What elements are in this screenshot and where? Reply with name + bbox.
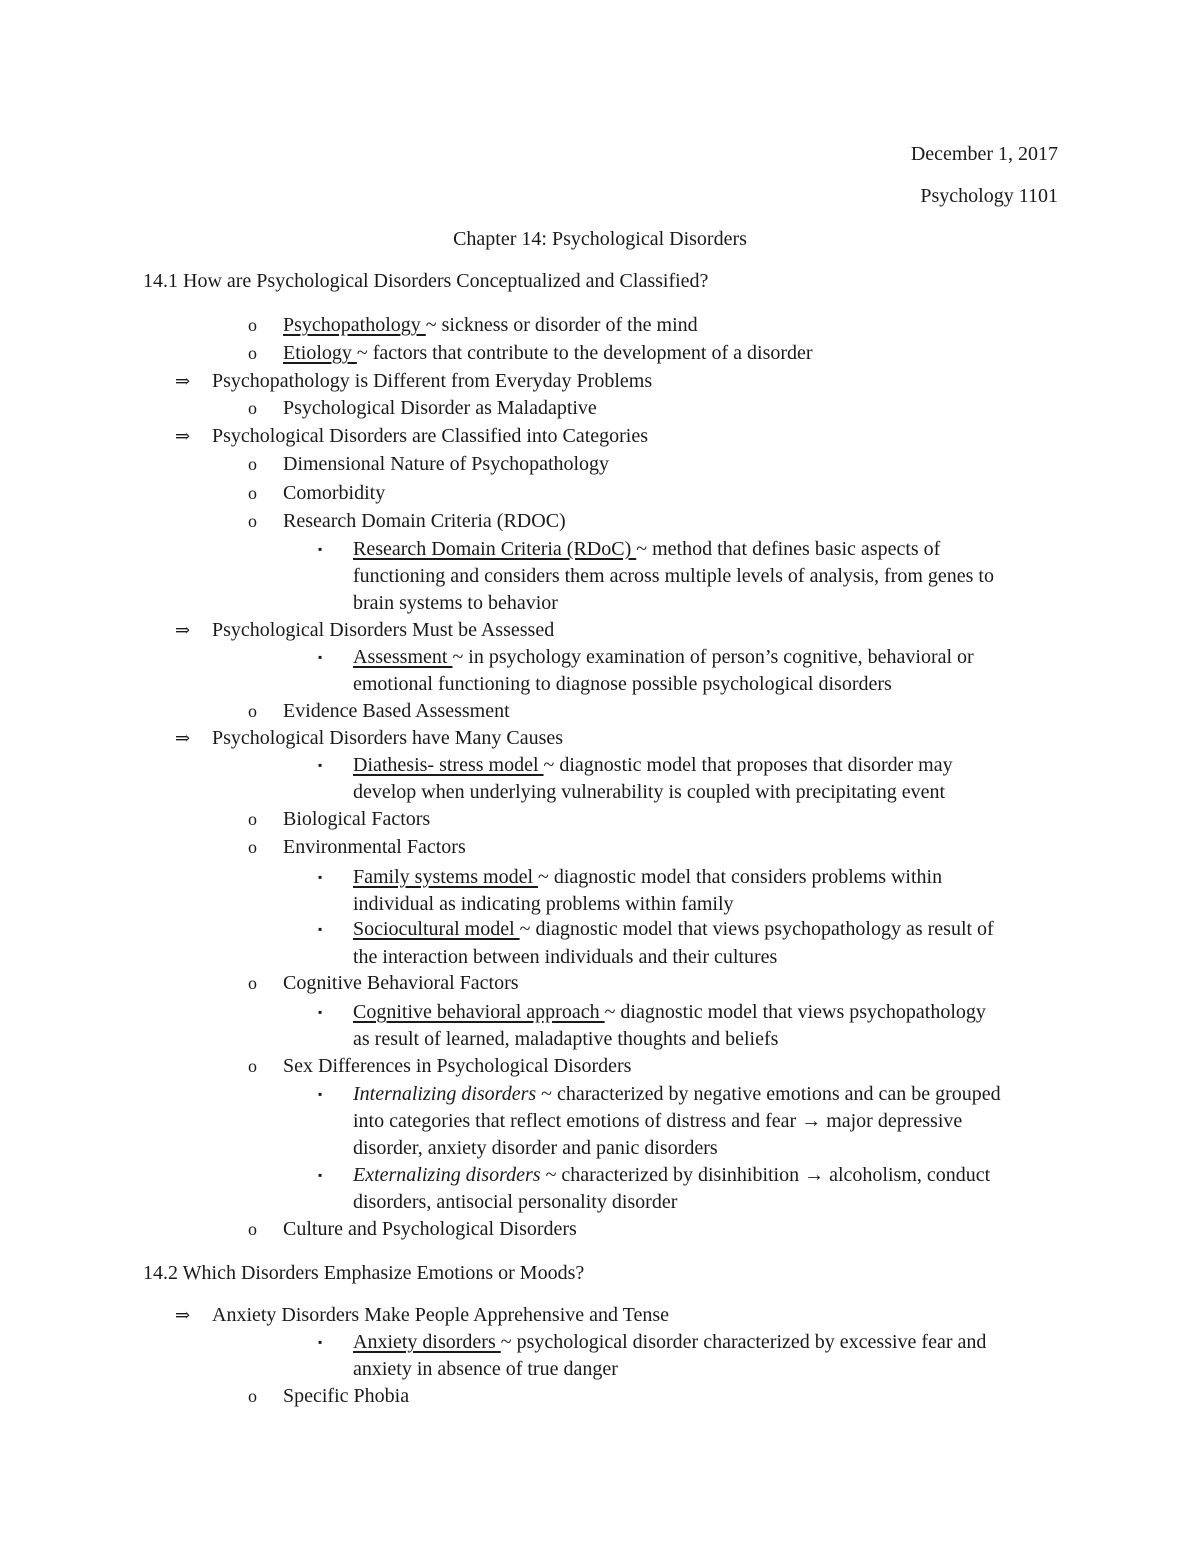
definition: ~ characterized by disinhibition <box>540 1164 805 1186</box>
note-item <box>283 340 813 366</box>
definition: ~ diagnostic model that views psychopathology <box>604 1001 986 1023</box>
document-title: Chapter 14: Psychological Disorders <box>453 228 747 250</box>
section-heading-14-2: 14.2 Which Disorders Emphasize Emotions or Moods? <box>143 1262 585 1284</box>
term: Research Domain Criteria (RDoC) <box>353 538 637 560</box>
note-item <box>283 312 698 338</box>
double-arrow-icon: ⇒ <box>175 371 191 391</box>
topic-heading: Anxiety Disorders Make People Apprehensive and Tense <box>212 1304 670 1326</box>
term: Assessment <box>353 646 453 668</box>
circle-bullet: o <box>248 343 257 363</box>
course-line: Psychology 1101 <box>920 185 1058 207</box>
definition-line: functioning and considers them across multiple levels of analysis, from genes to <box>353 565 994 587</box>
double-arrow-icon: ⇒ <box>175 620 191 640</box>
note-item: Evidence Based Assessment <box>283 700 510 722</box>
definition-line: as result of learned, maladaptive thoughts and beliefs <box>353 1028 779 1050</box>
definition-line <box>353 916 994 942</box>
right-arrow-icon: → <box>801 1110 822 1132</box>
circle-bullet: o <box>248 1219 257 1239</box>
note-item: Psychological Disorder as Maladaptive <box>283 397 597 419</box>
note-item: Environmental Factors <box>283 836 466 858</box>
double-arrow-icon: ⇒ <box>175 728 191 748</box>
square-bullet: ▪ <box>318 1087 323 1101</box>
double-arrow-icon: ⇒ <box>175 1305 191 1325</box>
definition-line <box>353 1108 962 1134</box>
definition: ~ diagnostic model that considers problems within <box>538 866 943 888</box>
term: Anxiety disorders <box>353 1331 501 1353</box>
definition-line: emotional functioning to diagnose possible psychological disorders <box>353 673 892 695</box>
definition-line: individual as indicating problems within family <box>353 893 734 915</box>
square-bullet: ▪ <box>318 650 323 664</box>
circle-bullet: o <box>248 1056 257 1076</box>
section-heading-14-1: 14.1 How are Psychological Disorders Conceptualized and Classified? <box>143 270 709 292</box>
circle-bullet: o <box>248 398 257 418</box>
definition-line: the interaction between individuals and their cultures <box>353 946 778 968</box>
circle-bullet: o <box>248 701 257 721</box>
square-bullet: ▪ <box>318 1005 323 1019</box>
definition-line <box>353 1081 1001 1107</box>
circle-bullet: o <box>248 511 257 531</box>
term: Internalizing disorders <box>353 1083 537 1105</box>
note-item: Sex Differences in Psychological Disorders <box>283 1055 632 1077</box>
definition-line: develop when underlying vulnerability is coupled with precipitating event <box>353 781 946 803</box>
note-item: Cognitive Behavioral Factors <box>283 972 519 994</box>
term: Etiology <box>283 342 357 364</box>
date-line: December 1, 2017 <box>910 143 1058 165</box>
definition-line <box>353 752 953 778</box>
definition-line: anxiety in absence of true danger <box>353 1358 618 1380</box>
topic-heading: Psychological Disorders Must be Assessed <box>212 619 555 641</box>
note-item: Culture and Psychological Disorders <box>283 1218 577 1240</box>
definition-line <box>353 864 942 890</box>
double-arrow-icon: ⇒ <box>175 426 191 446</box>
circle-bullet: o <box>248 483 257 503</box>
definition: ~ diagnostic model that proposes that disorder may <box>543 754 953 776</box>
square-bullet: ▪ <box>318 870 323 884</box>
definition: ~ method that defines basic aspects of <box>636 538 941 560</box>
topic-heading: Psychological Disorders have Many Causes <box>212 727 564 749</box>
definition: ~ sickness or disorder of the mind <box>425 314 698 336</box>
definition-line <box>353 536 940 562</box>
square-bullet: ▪ <box>318 542 323 556</box>
circle-bullet: o <box>248 1386 257 1406</box>
note-item: Specific Phobia <box>283 1385 410 1407</box>
definition-line: disorder, anxiety disorder and panic disorders <box>353 1137 718 1159</box>
note-item: Comorbidity <box>283 482 386 504</box>
definition-line: brain systems to behavior <box>353 592 558 614</box>
definition-line <box>353 1329 986 1355</box>
square-bullet: ▪ <box>318 1335 323 1349</box>
definition: ~ in psychology examination of person’s cognitive, behavioral or <box>452 646 974 668</box>
definition: into categories that reflect emotions of distress and fear <box>353 1110 802 1132</box>
circle-bullet: o <box>248 837 257 857</box>
right-arrow-icon: → <box>804 1164 825 1186</box>
note-item: Research Domain Criteria (RDOC) <box>283 510 566 532</box>
definition: ~ diagnostic model that views psychopathology as result of <box>519 918 994 940</box>
topic-heading: Psychopathology is Different from Everyday Problems <box>212 370 653 392</box>
circle-bullet: o <box>248 973 257 993</box>
definition: alcoholism, conduct <box>824 1164 991 1186</box>
definition: major depressive <box>821 1110 963 1132</box>
note-item: Biological Factors <box>283 808 431 830</box>
term: Psychopathology <box>283 314 426 336</box>
term: Cognitive behavioral approach <box>353 1001 605 1023</box>
definition-line: disorders, antisocial personality disorder <box>353 1191 678 1213</box>
term: Sociocultural model <box>353 918 520 940</box>
definition: ~ characterized by negative emotions and can be grouped <box>536 1083 1001 1105</box>
term: Diathesis- stress model <box>353 754 544 776</box>
note-item: Dimensional Nature of Psychopathology <box>283 453 610 475</box>
term: Family systems model <box>353 866 538 888</box>
circle-bullet: o <box>248 809 257 829</box>
definition-line <box>353 1162 990 1188</box>
topic-heading: Psychological Disorders are Classified into Categories <box>212 425 649 447</box>
definition: ~ psychological disorder characterized by excessive fear and <box>500 1331 987 1353</box>
circle-bullet: o <box>248 315 257 335</box>
circle-bullet: o <box>248 454 257 474</box>
definition: ~ factors that contribute to the development of a disorder <box>356 342 813 364</box>
term: Externalizing disorders <box>353 1164 541 1186</box>
square-bullet: ▪ <box>318 758 323 772</box>
square-bullet: ▪ <box>318 922 323 936</box>
definition-line <box>353 644 974 670</box>
definition-line <box>353 999 986 1025</box>
square-bullet: ▪ <box>318 1168 323 1182</box>
